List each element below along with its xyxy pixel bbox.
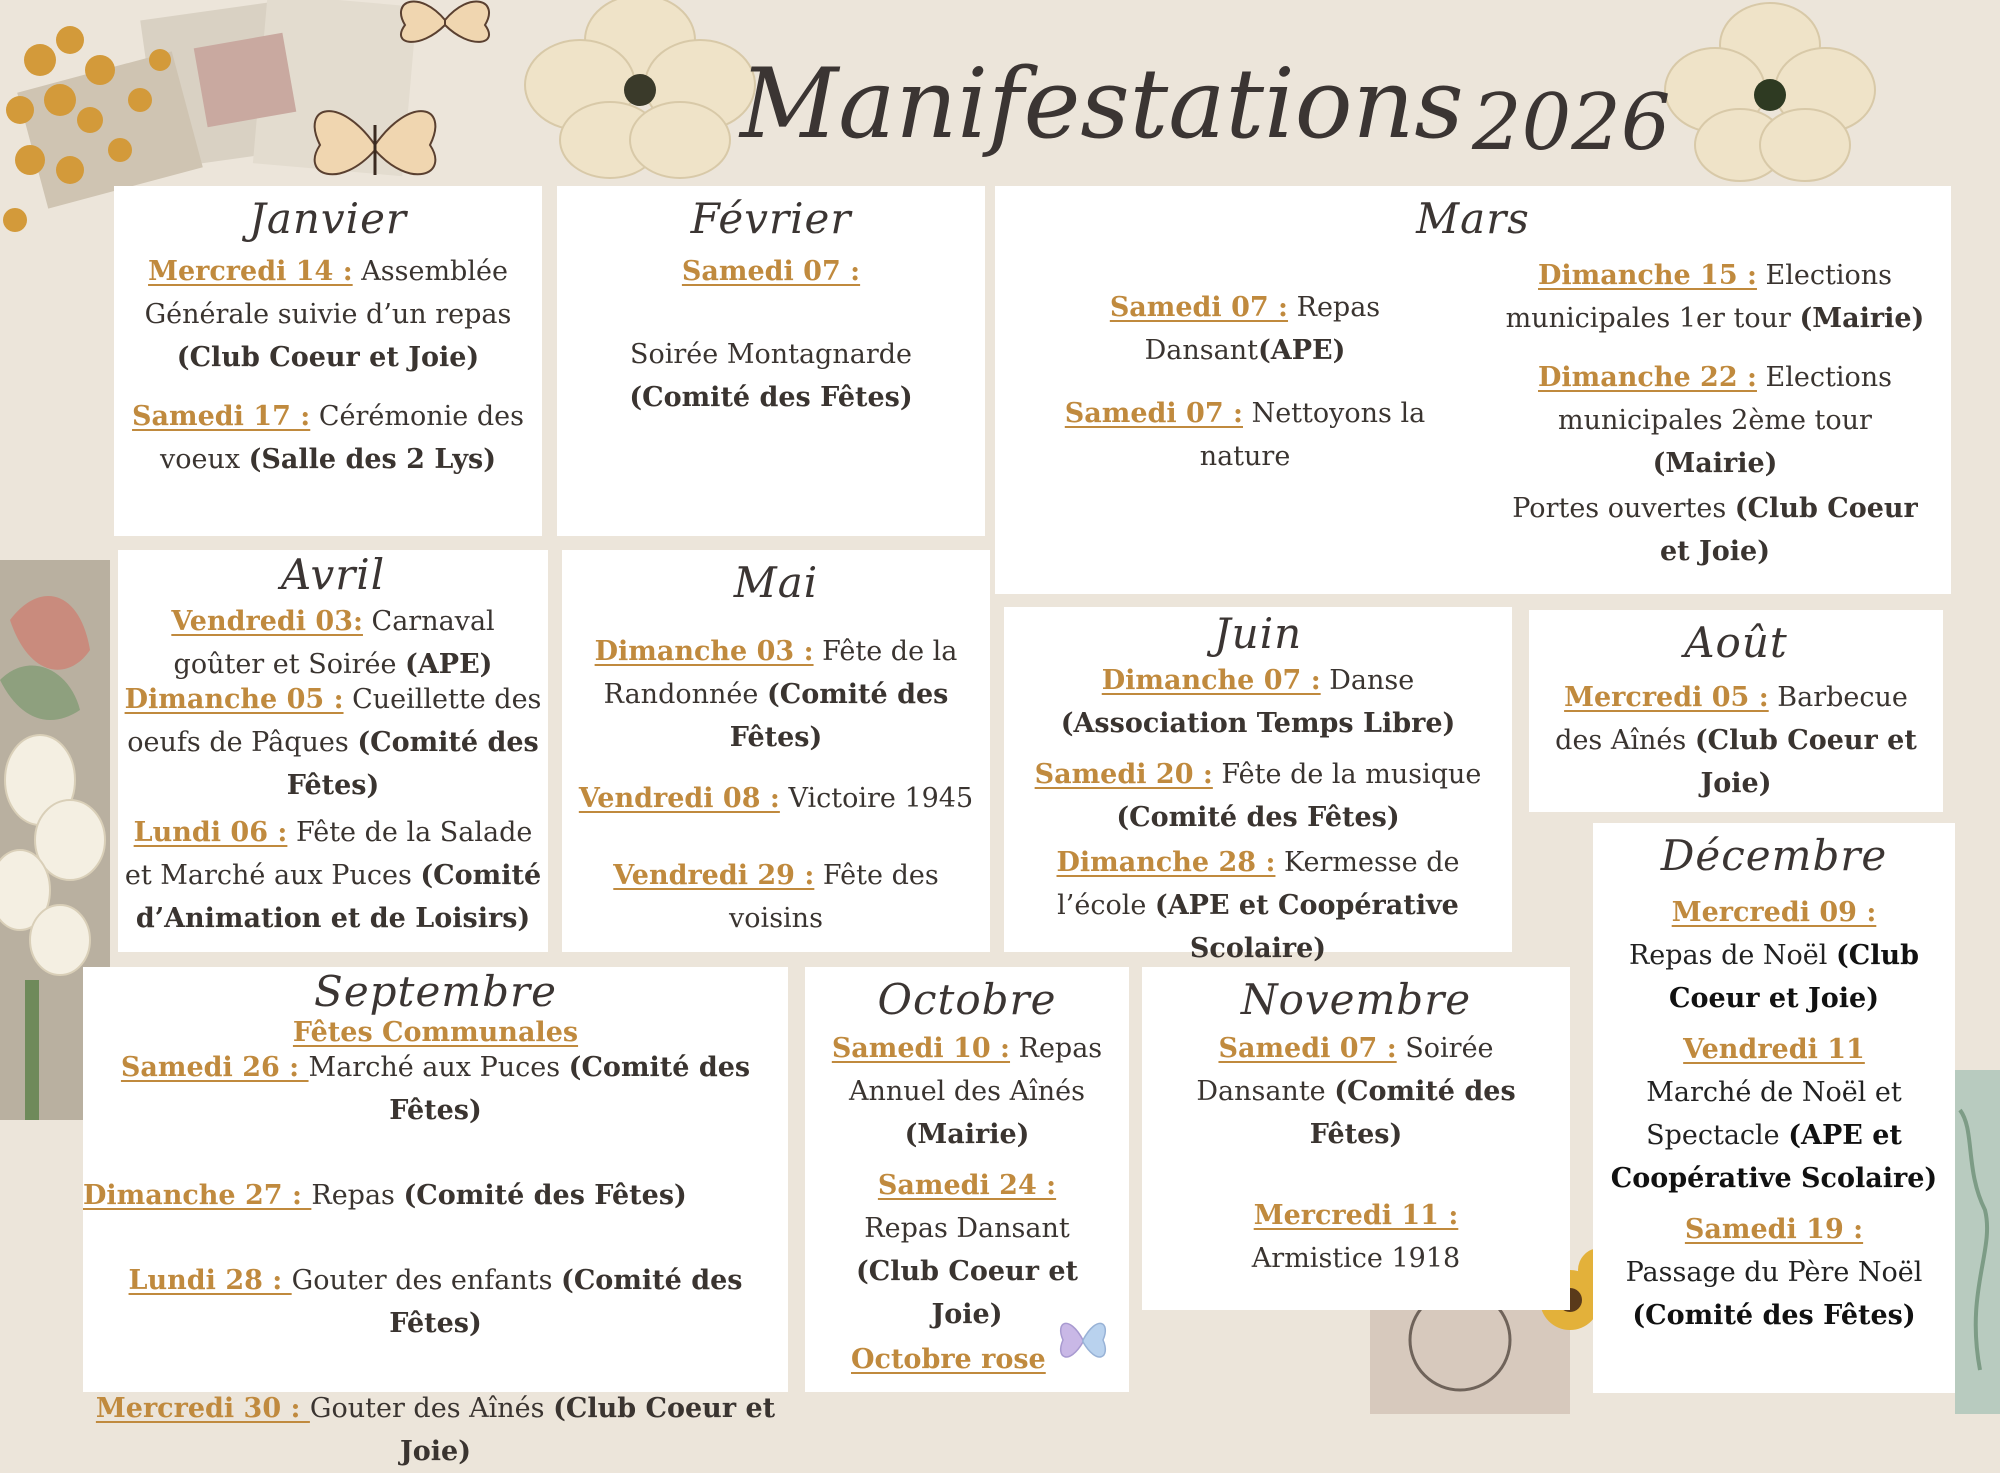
event-text: Elections municipales 1er tour (1505, 260, 1892, 334)
event-text: Fête des voisins (729, 860, 939, 934)
event-text: Barbecue des Aînés (1555, 682, 1908, 756)
event-item (1601, 1208, 1947, 1337)
month-card-juin (1004, 607, 1512, 964)
event-organizer: (Comité des Fêtes) (1309, 1076, 1516, 1150)
event-organizer: (APE) (1257, 335, 1346, 366)
butterfly-icon (300, 95, 450, 195)
event-text: Fête de la Randonnée (603, 636, 958, 710)
event-organizer: (Club Coeur et Joie) (1659, 493, 1918, 567)
event-date: Samedi 24 : (877, 1170, 1057, 1201)
event-organizer: (APE et Coopérative Scolaire) (1154, 890, 1459, 964)
event-date: Samedi 17 : (132, 401, 311, 432)
month-title: Septembre (314, 967, 557, 1016)
event-text: Portes ouvertes (1512, 493, 1735, 524)
event-organizer: (APE) (405, 649, 493, 680)
month-title: Mars (1416, 194, 1530, 243)
event-date: Samedi 19 : (1684, 1214, 1864, 1245)
event-text: Repas Dansant (1144, 292, 1381, 366)
event-date: Mercredi 30 : (95, 1393, 310, 1424)
month-card-septembre (83, 967, 788, 1467)
event-date: Lundi 28 : (128, 1265, 292, 1296)
event-date: Dimanche 05 : (124, 684, 344, 715)
month-card-decembre (1593, 823, 1955, 1393)
event-item (83, 1174, 788, 1217)
butterfly-icon (385, 0, 505, 50)
event-organizer: (APE et Coopérative Scolaire) (1610, 1120, 1938, 1194)
event-item (1010, 659, 1506, 745)
month-card-janvier (114, 186, 542, 536)
event-date: Samedi 26 : (120, 1052, 309, 1083)
event-organizer: (Comité d’Animation et de Loisirs) (135, 860, 542, 934)
event-text: Soirée Dansante (1196, 1033, 1494, 1107)
event-date: Samedi 07 : (681, 256, 861, 287)
event-text: Kermesse de l’école (1057, 847, 1460, 921)
event-organizer: (Mairie) (904, 1119, 1030, 1150)
event-date: Mercredi 09 : (1671, 897, 1877, 928)
event-item (122, 811, 544, 940)
event-organizer: (Club Coeur et Joie) (855, 1256, 1078, 1330)
event-item (83, 1046, 788, 1132)
event-text: Carnaval goûter et Soirée (173, 606, 495, 680)
event-text: Fête de la Salade et Marché aux Puces (124, 817, 533, 891)
event-item (574, 777, 978, 820)
event-item (126, 395, 530, 481)
event-date: Lundi 06 : (133, 817, 288, 848)
month-title: Avril (280, 550, 386, 599)
event-date: Vendredi 08 : (578, 783, 780, 814)
event-organizer: (Mairie) (1799, 303, 1925, 334)
month-title: Novembre (1240, 975, 1472, 1024)
event-organizer: (Comité des Fêtes) (286, 727, 539, 801)
event-text: Cueillette des oeufs de Pâques (127, 684, 542, 758)
event-item (1154, 1194, 1558, 1280)
event-text: Armistice 1918 (1251, 1243, 1461, 1274)
event-text: Repas (311, 1180, 404, 1211)
month-title: Octobre (877, 975, 1057, 1024)
event-item (83, 1387, 788, 1473)
event-item (1601, 1028, 1947, 1200)
event-date: Mercredi 05 : (1564, 682, 1769, 713)
month-card-avril (118, 550, 548, 952)
event-item (1010, 753, 1506, 839)
event-date: Vendredi 29 : (613, 860, 815, 891)
event-text: Fête de la musique (1212, 759, 1482, 790)
butterfly-icon (1055, 1312, 1111, 1368)
event-text: Gouter des enfants (291, 1265, 562, 1296)
month-title: Mai (733, 558, 819, 607)
map-collage-right (1955, 1070, 2000, 1414)
page-title: Manifestations (740, 48, 1464, 160)
month-title: Juin (1213, 609, 1303, 658)
event-item (813, 1164, 1121, 1336)
event-date: Mercredi 14 : (148, 256, 353, 287)
event-organizer: (Association Temps Libre) (1060, 708, 1456, 739)
event-organizer: (Salle des 2 Lys) (248, 444, 497, 475)
event-organizer: (Comité des Fêtes) (403, 1180, 687, 1211)
event-date: Dimanche 22 : (1538, 362, 1757, 393)
event-organizer: (Comité des Fêtes) (1632, 1300, 1916, 1331)
event-text: Repas Annuel des Aînés (849, 1033, 1103, 1107)
event-text: Gouter des Aînés (309, 1393, 554, 1424)
event-text: Soirée Montagnarde (629, 339, 912, 370)
event-date: Dimanche 03 : (594, 636, 814, 667)
event-organizer: (Comité des Fêtes) (629, 382, 913, 413)
event-date: Samedi 07 : (1218, 1033, 1397, 1064)
event-item (574, 630, 978, 759)
event-date: Octobre rose (851, 1344, 1046, 1375)
event-date: Vendredi 11 (1683, 1034, 1865, 1065)
event-date: Samedi 20 : (1034, 759, 1213, 790)
month-card-fevrier (557, 186, 985, 536)
event-item (1601, 891, 1947, 1020)
event-text: Repas de Noël (1628, 940, 1837, 971)
event-organizer: (Club Coeur et Joie) (1669, 940, 1920, 1014)
event-item (122, 678, 544, 807)
event-date: Mercredi 11 : (1253, 1200, 1459, 1231)
event-item (569, 250, 973, 419)
event-item (1495, 356, 1935, 485)
event-item (122, 600, 544, 686)
event-organizer: (Club Coeur et Joie) (1694, 725, 1917, 799)
event-item (1154, 1027, 1558, 1156)
event-text: Passage du Père Noël (1625, 1257, 1923, 1288)
event-text: Nettoyons la nature (1199, 398, 1426, 472)
event-item (1495, 487, 1935, 573)
event-text: Danse (1320, 665, 1415, 696)
event-heading: Fêtes Communales (292, 1017, 579, 1048)
month-card-mars (995, 186, 1951, 594)
event-date: Samedi 07 : (1109, 292, 1289, 323)
month-card-mai (562, 550, 990, 952)
event-text: Victoire 1945 (779, 783, 974, 814)
event-item (1015, 392, 1475, 478)
event-item (574, 854, 978, 940)
event-organizer: (Comité des Fêtes) (1116, 802, 1400, 833)
month-title: Août (1684, 618, 1788, 667)
event-date: Dimanche 27 : (83, 1180, 312, 1211)
event-item (1541, 676, 1931, 805)
flower-icon (520, 0, 760, 180)
month-title: Décembre (1660, 831, 1888, 880)
event-organizer: (Club Coeur et Joie) (400, 1393, 776, 1467)
event-date: Vendredi 03: (171, 606, 363, 637)
event-item (1010, 841, 1506, 970)
event-item (126, 250, 530, 379)
event-organizer: (Club Coeur et Joie) (176, 342, 480, 373)
event-date: Dimanche 07 : (1101, 665, 1321, 696)
page-year: 2026 (1472, 78, 1671, 168)
flower-icon (1670, 0, 1870, 190)
event-text: Marché de Noël et Spectacle (1646, 1077, 1902, 1151)
event-organizer: (Comité des Fêtes) (389, 1052, 751, 1126)
event-text: Cérémonie des voeux (159, 401, 524, 475)
event-text: Assemblée Générale suivie d’un repas (144, 256, 512, 330)
event-item (1495, 254, 1935, 340)
month-title: Février (690, 194, 852, 243)
event-text: Marché aux Puces (308, 1052, 569, 1083)
event-date: Samedi 07 : (1064, 398, 1243, 429)
event-organizer: (Comité des Fêtes) (729, 679, 949, 753)
event-item (1015, 286, 1475, 372)
month-card-novembre (1142, 967, 1570, 1310)
event-text: Elections municipales 2ème tour (1558, 362, 1892, 436)
event-date: Samedi 10 : (831, 1033, 1011, 1064)
event-date: Dimanche 15 : (1538, 260, 1757, 291)
event-text: Repas Dansant (864, 1213, 1070, 1244)
month-card-aout (1529, 610, 1943, 812)
event-item (83, 1259, 788, 1345)
month-title: Janvier (248, 194, 408, 243)
event-date: Dimanche 28 : (1056, 847, 1276, 878)
event-organizer: (Mairie) (1652, 448, 1778, 479)
event-organizer: (Comité des Fêtes) (389, 1265, 743, 1339)
event-item (813, 1027, 1121, 1156)
month-card-octobre (805, 967, 1129, 1392)
